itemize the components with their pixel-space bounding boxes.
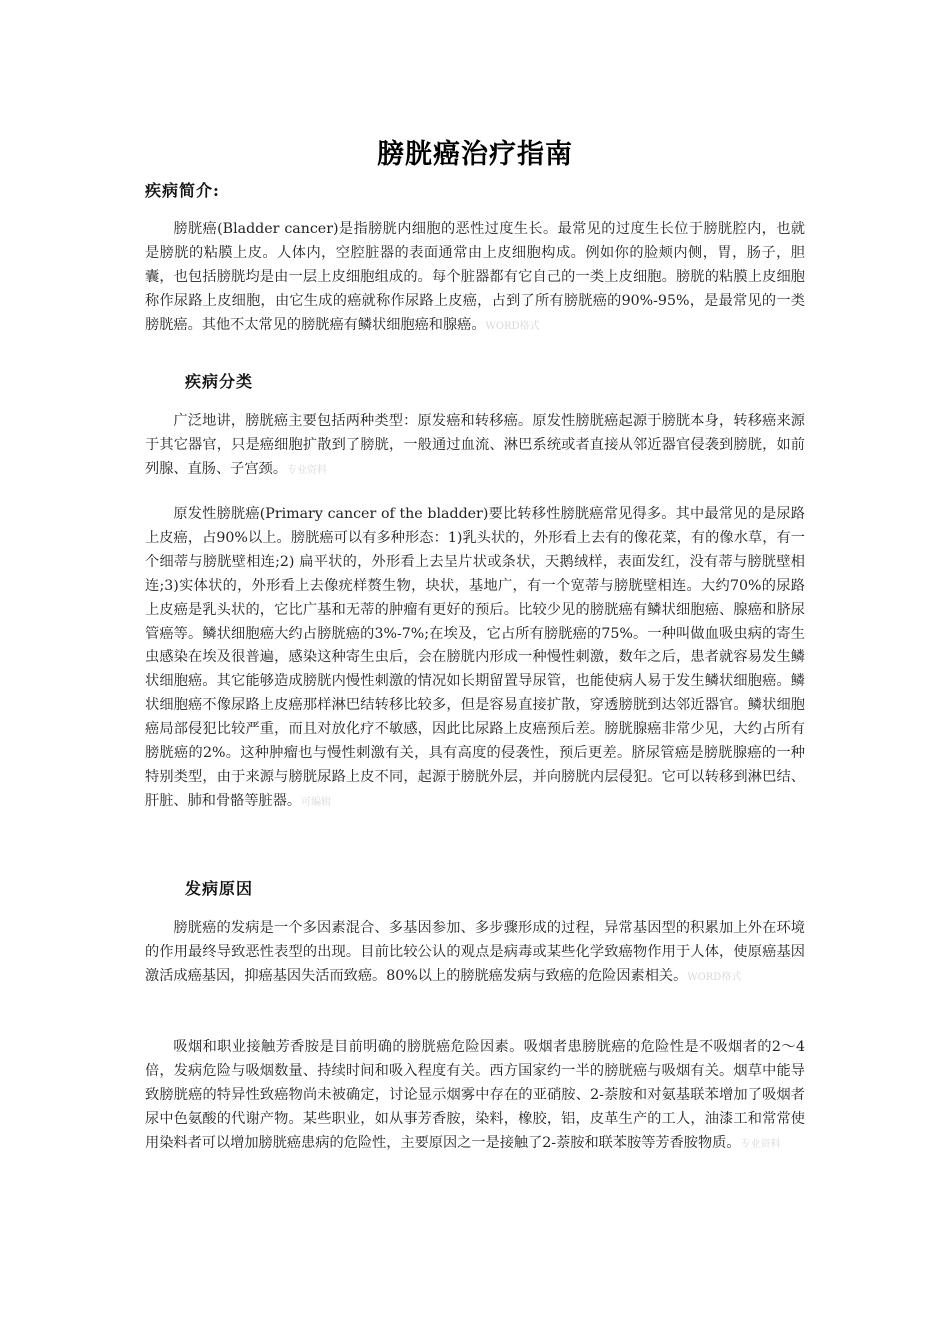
section-heading-causes: 发病原因 [185,879,254,898]
document-title: 膀胱癌治疗指南 [377,139,573,170]
section-heading-intro: 疾病简介: [145,181,220,200]
paragraph-classification-2 [145,503,805,815]
watermark-fragment: 专业资料 [740,1138,781,1150]
paragraph-classification-2-text: 原发性膀胱癌(Primary cancer of the bladder)要比转移性膀胱癌常见得多。其中最常见的是尿路上皮癌，占90%以上。膀胱癌可以有多种形态：1)乳头状的，外形看上去有的像花菜，有的像水草，有一个细蒂与膀胱壁相连;2) 扁平状的，外形看上去呈片状或条状，天鹅绒样，表面发红，没有蒂与膀胱壁相连;3)实体状的，外形看上去像疣样赘生物，块状，基地广，有一个宽蒂与膀胱壁相连。大约70%的尿路上皮癌是乳头状的，它比广基和无蒂的肿瘤有更好的预后。比较少见的膀胱癌有鳞状细胞癌、腺癌和脐尿管癌等。鳞状细胞癌大约占膀胱癌的3%-7%;在埃及，它占所有膀胱癌的75%。一种叫做血吸虫病的寄生虫感染在埃及很普遍，感染这种寄生虫后，会在膀胱内形成一种慢性刺激，数年之后，患者就容易发生鳞状细胞癌。其它能够造成膀胱内慢性刺激的情况如长期留置导尿管，也能使病人易于发生鳞状细胞癌。鳞状细胞癌不像尿路上皮癌那样淋巴结转移比较多，但是容易直接扩散，穿透膀胱到达邻近器官。鳞状细胞癌局部侵犯比较严重，而且对放化疗不敏感，因此比尿路上皮癌预后差。膀胱腺癌非常少见，大约占所有膀胱癌的2%。这种肿瘤也与慢性刺激有关，具有高度的侵袭性，预后更差。脐尿管癌是膀胱腺癌的一种特别类型，由于来源与膀胱尿路上皮不同，起源于膀胱外层，并向膀胱内层侵犯。它可以转移到淋巴结、肝脏、肺和骨骼等脏器。 [145,506,805,809]
paragraph-causes-2 [145,1036,805,1157]
paragraph-classification-1-text: 广泛地讲，膀胱癌主要包括两种类型：原发癌和转移癌。原发性膀胱癌起源于膀胱本身，转移癌来源于其它器官，只是癌细胞扩散到了膀胱，一般通过血流、淋巴系统或者直接从邻近器官侵袭到膀胱，如前列腺、直肠、子宫颈。 [145,413,805,477]
section-heading-classification: 疾病分类 [185,372,254,391]
paragraph-intro-text: 膀胱癌(Bladder cancer)是指膀胱内细胞的恶性过度生长。最常见的过度生长位于膀胱腔内，也就是膀胱的粘膜上皮。人体内，空腔脏器的表面通常由上皮细胞构成。例如你的脸颊内侧，胃，肠子，胆囊，也包括膀胱均是由一层上皮细胞组成的。每个脏器都有它自己的一类上皮细胞。膀胱的粘膜上皮细胞称作尿路上皮细胞，由它生成的癌就称作尿路上皮癌，占到了所有膀胱癌的90%-95%，是最常见的一类膀胱癌。其他不太常见的膀胱癌有鳞状细胞癌和腺癌。 [145,221,805,333]
watermark-fragment: WORD格式 [687,971,742,983]
watermark-fragment: 可编辑 [301,796,332,808]
watermark-fragment: WORD格式 [485,320,540,332]
paragraph-intro [145,218,805,339]
paragraph-causes-1-text: 膀胱癌的发病是一个多因素混合、多基因参加、多步骤形成的过程，异常基因型的积累加上外在环境的作用最终导致恶性表型的出现。目前比较公认的观点是病毒或某些化学致癌物作用于人体，使原癌基因激活成癌基因，抑癌基因失活而致癌。80%以上的膀胱癌发病与致癌的危险因素相关。 [145,920,805,984]
paragraph-classification-1 [145,410,805,483]
watermark-fragment: 专业资料 [286,464,327,476]
paragraph-causes-2-text: 吸烟和职业接触芳香胺是目前明确的膀胱癌危险因素。吸烟者患膀胱癌的危险性是不吸烟者的2～4倍，发病危险与吸烟数量、持续时间和吸入程度有关。西方国家约一半的膀胱癌与吸烟有关。烟草中能导致膀胱癌的特异性致癌物尚未被确定，讨论显示烟雾中存在的亚硝胺、2-萘胺和对氨基联苯增加了吸烟者尿中色氨酸的代谢产物。某些职业，如从事芳香胺，染料，橡胶，铝，皮革生产的工人，油漆工和常常使用染料者可以增加膀胱癌患病的危险性，主要原因之一是接触了2-萘胺和联苯胺等芳香胺物质。 [145,1039,805,1151]
paragraph-causes-1 [145,917,805,990]
